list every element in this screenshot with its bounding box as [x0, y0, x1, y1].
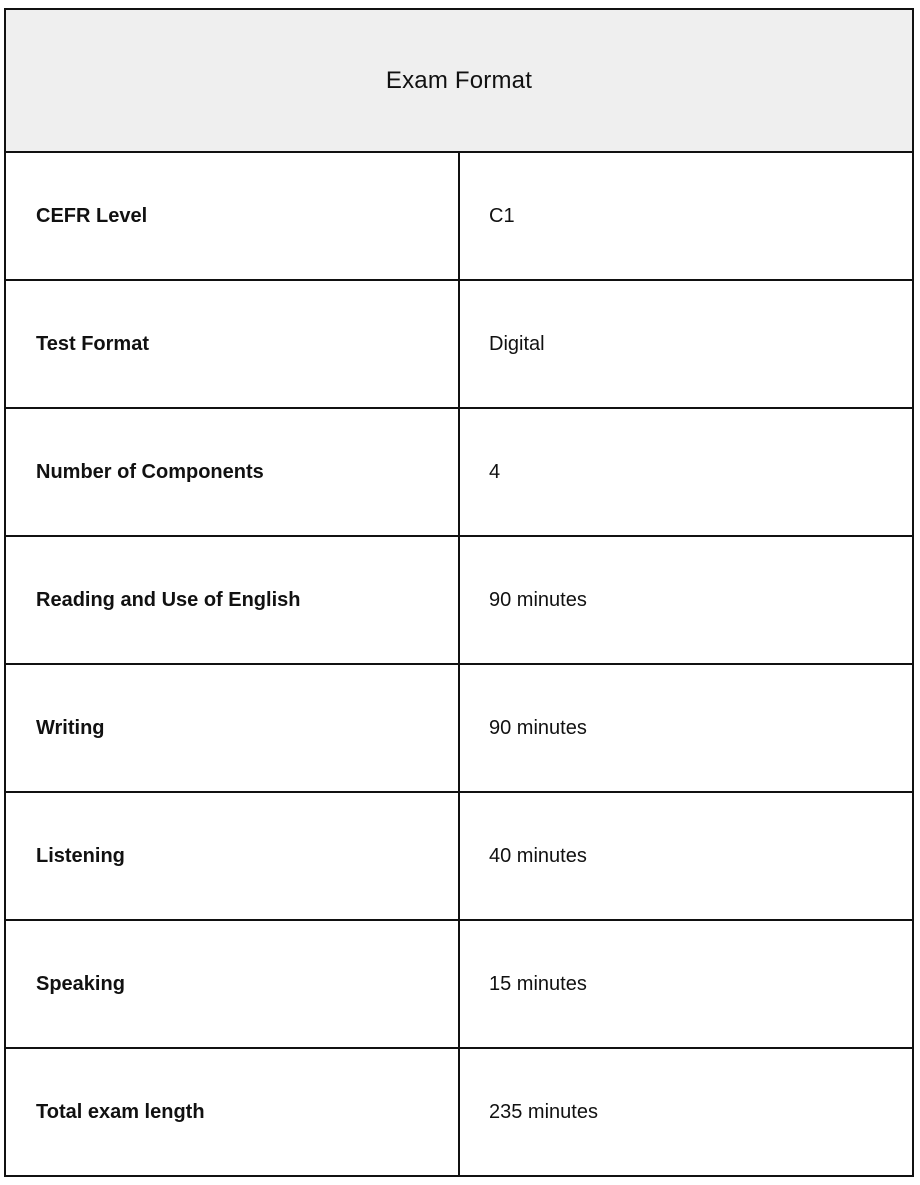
row-label: Test Format [5, 280, 459, 408]
row-value: 90 minutes [459, 664, 913, 792]
table-row-reading-and-use-of-english [5, 536, 913, 664]
row-value: 90 minutes [459, 536, 913, 664]
row-label: Listening [5, 792, 459, 920]
exam-format-table [4, 8, 914, 1177]
row-value: 15 minutes [459, 920, 913, 1048]
row-label: Writing [5, 664, 459, 792]
row-label: Number of Components [5, 408, 459, 536]
table-header-row [5, 9, 913, 152]
table-row-speaking [5, 920, 913, 1048]
table-row-test-format [5, 280, 913, 408]
table-row-listening [5, 792, 913, 920]
row-value: 235 minutes [459, 1048, 913, 1176]
row-value: Digital [459, 280, 913, 408]
table-row-total-exam-length [5, 1048, 913, 1176]
row-value: 40 minutes [459, 792, 913, 920]
row-value: 4 [459, 408, 913, 536]
row-label: Speaking [5, 920, 459, 1048]
row-label: Total exam length [5, 1048, 459, 1176]
table-title: Exam Format [5, 9, 913, 152]
table-row-number-of-components [5, 408, 913, 536]
table-row-cefr-level [5, 152, 913, 280]
row-value: C1 [459, 152, 913, 280]
row-label: CEFR Level [5, 152, 459, 280]
row-label: Reading and Use of English [5, 536, 459, 664]
table-row-writing [5, 664, 913, 792]
